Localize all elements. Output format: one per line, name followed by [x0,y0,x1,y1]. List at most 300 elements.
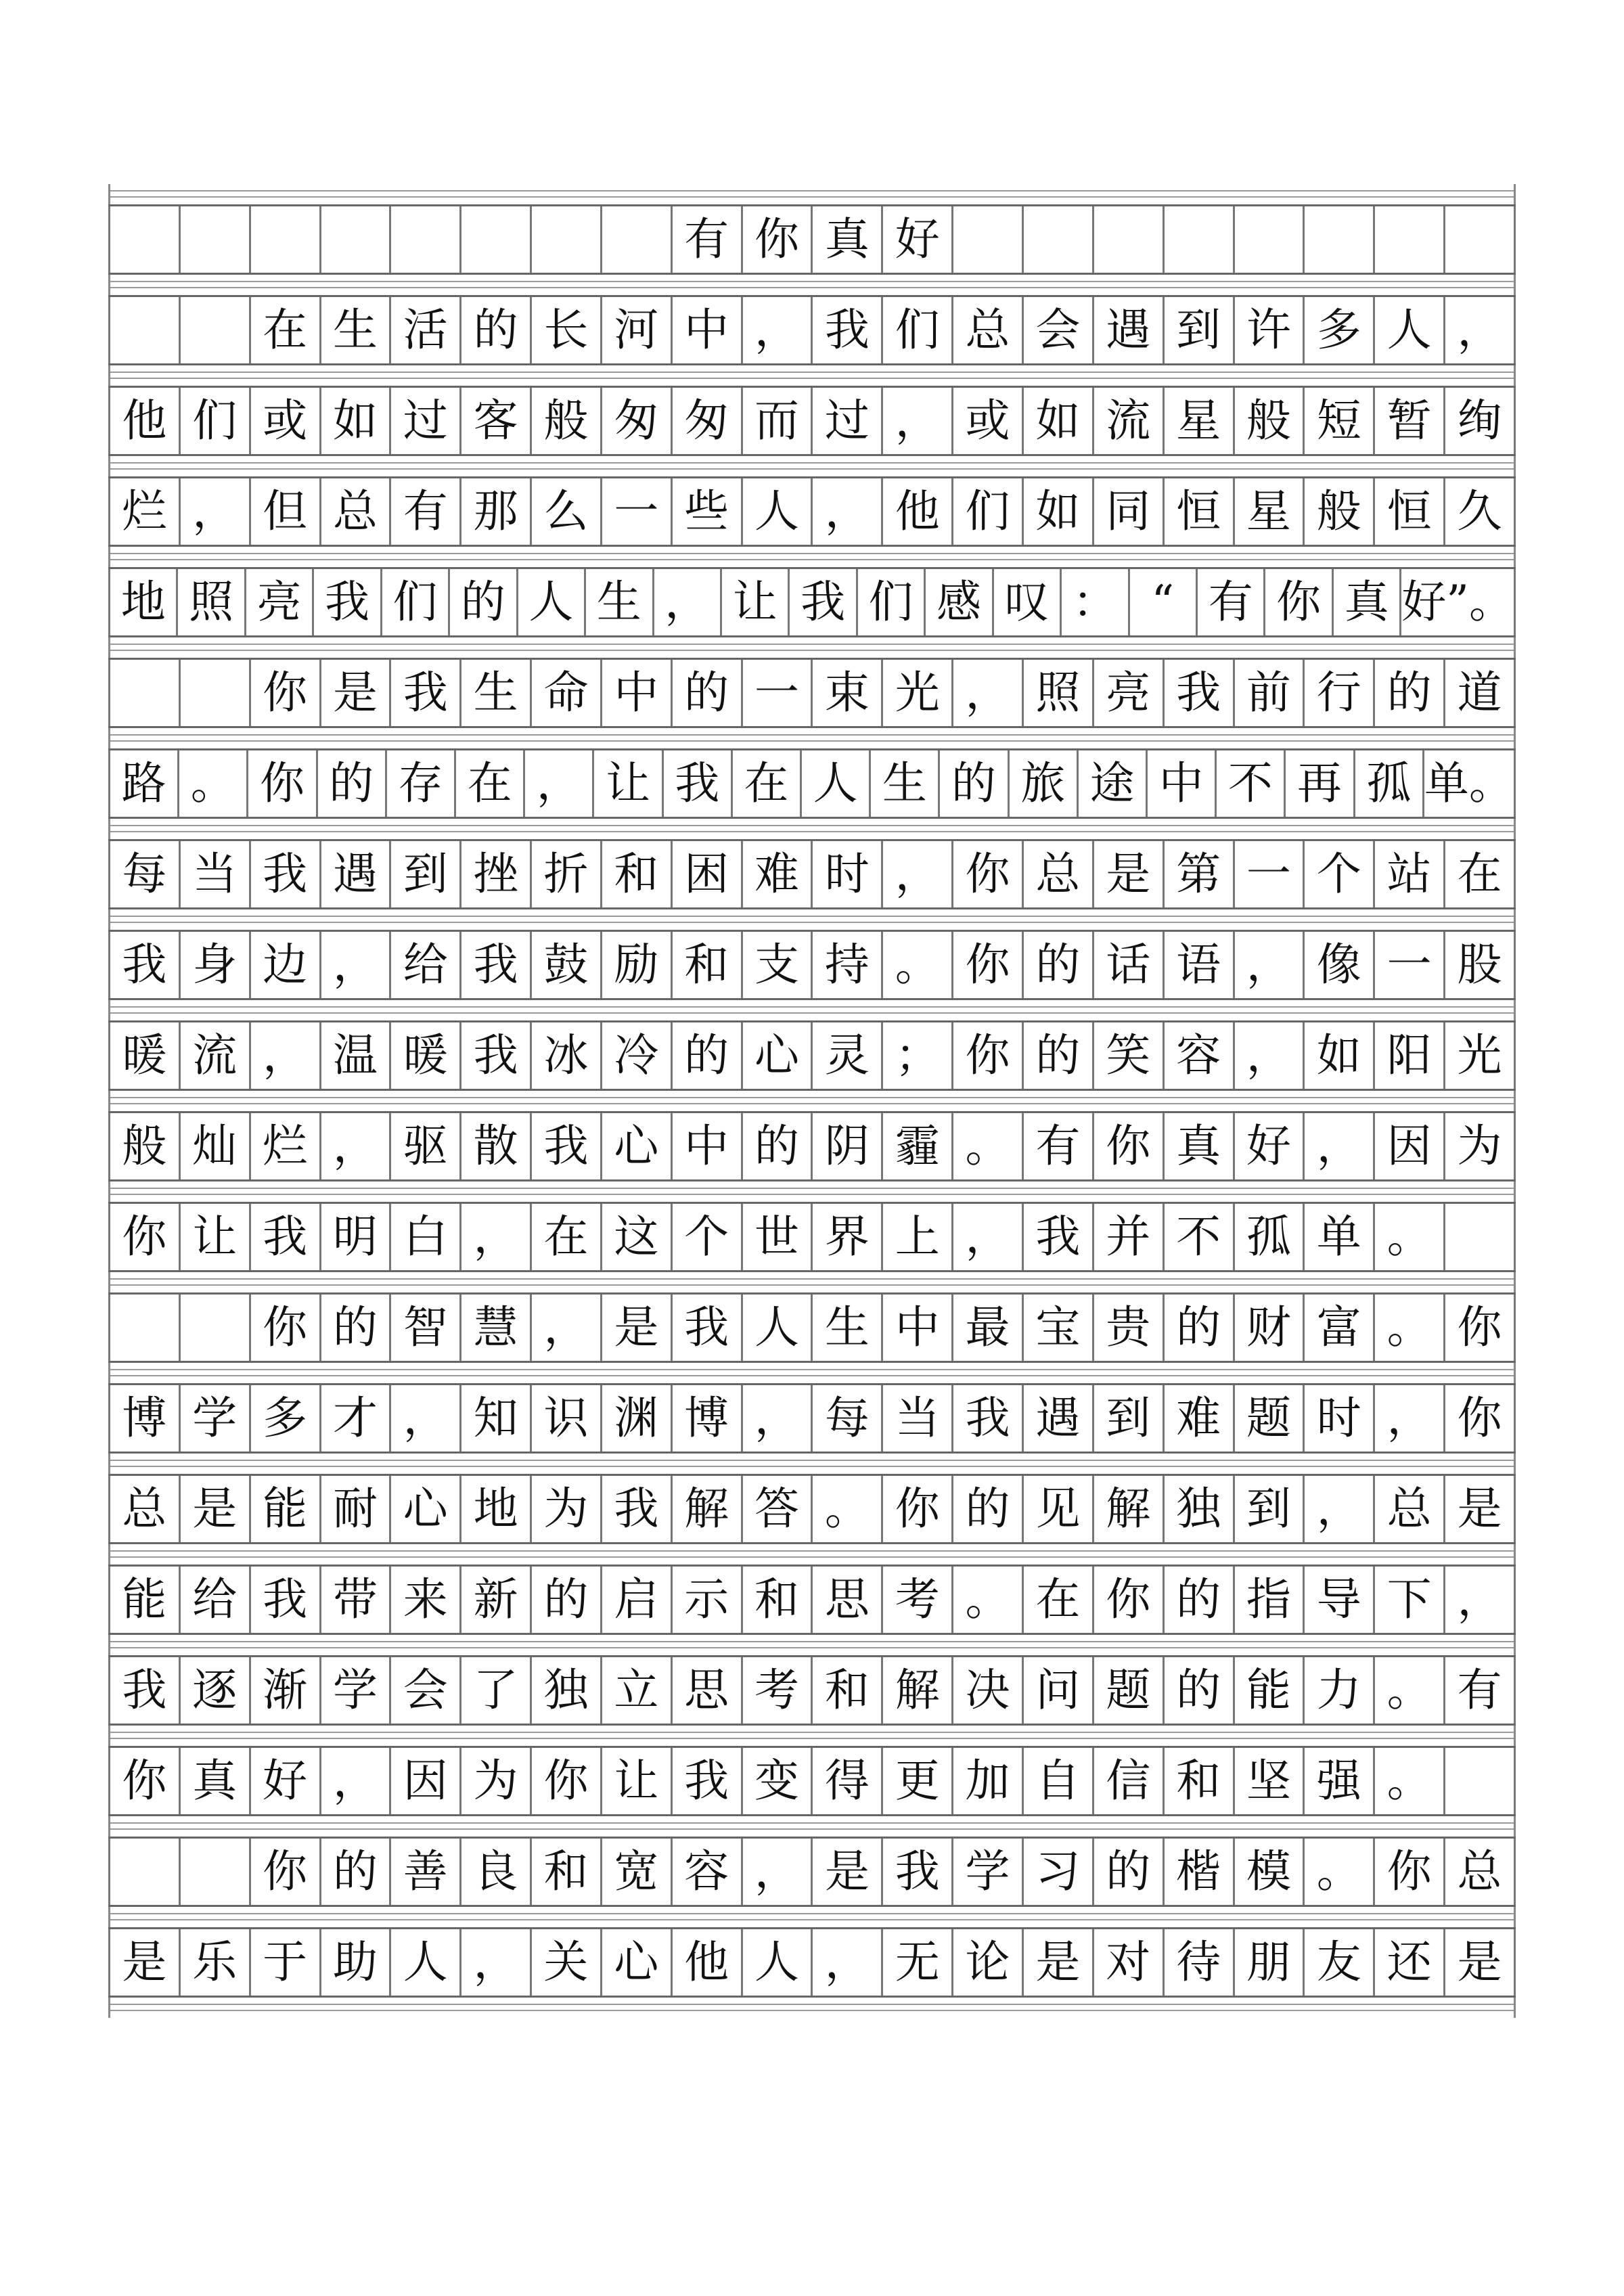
grid-cell: 单 [1303,1204,1373,1270]
grid-cell: 让 [179,1204,249,1270]
grid-cell: 容 [671,1839,741,1905]
grid-cell: 识 [530,1385,600,1451]
manuscript-grid-paper [108,184,1516,2081]
grid-cell: 好 [249,1748,319,1814]
grid-cell: 思 [671,1657,741,1724]
grid-cell: 或 [951,388,1022,454]
grid-cell: 道 [1443,660,1516,726]
grid-cell: 问 [1022,1657,1092,1724]
grid-cell: 心 [600,1113,671,1179]
grid-cell: 个 [1303,841,1373,907]
grid-cell: ， [811,1929,881,1996]
grid-cell: 生 [869,750,938,817]
grid-cell: 这 [600,1204,671,1270]
row-gap [108,1454,1516,1474]
grid-cell: 于 [249,1929,319,1996]
grid-cell: 我 [249,841,319,907]
grid-cell: 恒 [1373,478,1443,545]
grid-cell: 心 [741,1022,811,1089]
grid-cell: 的 [459,297,530,363]
grid-cell: 我 [389,660,459,726]
grid-cell: 我 [671,1748,741,1814]
grid-cell: 界 [811,1204,881,1270]
grid-cell: 我 [951,1385,1022,1451]
grid-cell: 折 [530,841,600,907]
grid-cell: 遇 [1092,297,1163,363]
row-gap [108,728,1516,748]
grid-cell: 是 [1022,1929,1092,1996]
grid-row [108,1202,1516,1272]
grid-cell: 到 [1163,297,1233,363]
grid-cell [1303,206,1373,273]
grid-cell: 到 [1092,1385,1163,1451]
grid-cell: 为 [1443,1113,1516,1179]
row-gap [108,365,1516,386]
grid-cell: 和 [530,1839,600,1905]
grid-cell: 边 [249,932,319,998]
grid-cell: 朋 [1233,1929,1303,1996]
grid-cell: 我 [811,297,881,363]
grid-cell: 会 [389,1657,459,1724]
grid-cell: 贵 [1092,1295,1163,1361]
grid-cell: 行 [1303,660,1373,726]
grid-cell: ， [389,1385,459,1451]
grid-cell: 前 [1233,660,1303,726]
grid-cell: 我 [108,1657,179,1724]
grid-cell [1233,206,1303,273]
grid-cell: 河 [600,297,671,363]
grid-cell: 宝 [1022,1295,1092,1361]
grid-cell: 时 [1303,1385,1373,1451]
grid-cell: 当 [881,1385,951,1451]
grid-cell: 他 [108,388,179,454]
grid-cell: 题 [1092,1657,1163,1724]
grid-cell: 路 [108,750,177,817]
grid-cell: 让 [600,1748,671,1814]
grid-cell: 在 [731,750,800,817]
grid-cell: ， [459,1204,530,1270]
grid-cell: 是 [1092,841,1163,907]
grid-cell: ， [741,1385,811,1451]
grid-cell: 你 [1373,1839,1443,1905]
grid-cell: 短 [1303,388,1373,454]
grid-cell: 和 [1163,1748,1233,1814]
grid-cell: 知 [459,1385,530,1451]
grid-cell: 容 [1163,1022,1233,1089]
grid-cell: 模 [1233,1839,1303,1905]
grid-cell: 持 [811,932,881,998]
grid-cell: 散 [459,1113,530,1179]
title-row [108,204,1516,275]
grid-cell [179,1295,249,1361]
grid-cell: 逐 [179,1657,249,1724]
grid-cell: 宽 [600,1839,671,1905]
grid-cell: 是 [1443,1476,1516,1542]
grid-cell: 们 [179,388,249,454]
grid-cell: 博 [108,1385,179,1451]
grid-cell: 支 [741,932,811,998]
grid-cell: 总 [1022,841,1092,907]
grid-cell: 你 [108,1748,179,1814]
grid-cell: 。 [951,1113,1022,1179]
grid-cell: 助 [319,1929,390,1996]
grid-cell: 地 [459,1476,530,1542]
row-gap [108,1272,1516,1292]
grid-cell: 指 [1233,1567,1303,1633]
grid-cell: ， [319,932,390,998]
row-gap [108,275,1516,295]
grid-cell: 。 [811,1476,881,1542]
grid-cell: 题 [1233,1385,1303,1451]
grid-cell: 才 [319,1385,390,1451]
grid-cell: 有 [1022,1113,1092,1179]
row-gap [108,547,1516,567]
grid-cell: 地 [108,569,176,635]
grid-cell [249,206,319,273]
grid-cell: 学 [951,1839,1022,1905]
grid-cell: ， [1373,1385,1443,1451]
row-gap [108,456,1516,476]
grid-cell [1092,206,1163,273]
grid-cell: 有 [671,206,741,273]
grid-cell: 鼓 [530,932,600,998]
grid-cell: 同 [1092,478,1163,545]
grid-cell [108,1295,179,1361]
grid-cell: 对 [1092,1929,1163,1996]
grid-cell [1022,206,1092,273]
grid-cell: 在 [1022,1567,1092,1633]
grid-cell: 中 [881,1295,951,1361]
grid-cell: 流 [179,1022,249,1089]
grid-cell: 人 [389,1929,459,1996]
grid-cell: 你 [881,1476,951,1542]
grid-cell [459,206,530,273]
grid-cell: 一 [1373,932,1443,998]
grid-row [108,567,1516,637]
grid-cell: ； [881,1022,951,1089]
grid-cell: 下 [1373,1567,1443,1633]
grid-cell: 解 [671,1476,741,1542]
grid-row [108,748,1516,819]
grid-cell: 暖 [108,1022,179,1089]
grid-cell: 强 [1303,1748,1373,1814]
grid-cell: 让 [592,750,661,817]
grid-cell: 是 [108,1929,179,1996]
grid-row [108,1292,1516,1363]
grid-cell [179,660,249,726]
grid-cell: 最 [951,1295,1022,1361]
grid-cell: 个 [671,1204,741,1270]
row-gap [108,819,1516,839]
grid-cell: 亮 [1092,660,1163,726]
grid-row [108,658,1516,728]
grid-row [108,1655,1516,1726]
grid-cell: 存 [385,750,454,817]
grid-cell: 解 [881,1657,951,1724]
grid-cell: 时 [811,841,881,907]
grid-cell [1373,206,1443,273]
grid-cell: 为 [530,1476,600,1542]
grid-cell: 中 [600,660,671,726]
row-gap [108,1907,1516,1927]
grid-cell: 总 [951,297,1022,363]
grid-cell: 好 [1233,1113,1303,1179]
row-gap [108,1816,1516,1837]
grid-cell: 的 [1373,660,1443,726]
grid-cell: 带 [319,1567,390,1633]
grid-cell: 命 [530,660,600,726]
grid-cell: ， [881,841,951,907]
grid-cell: 而 [741,388,811,454]
grid-row [108,295,1516,365]
grid-cell: 我 [662,750,731,817]
grid-cell: ， [319,1113,390,1179]
grid-cell: 遇 [1022,1385,1092,1451]
row-gap [108,1091,1516,1111]
grid-cell: 你 [246,750,315,817]
grid-cell: 的 [671,660,741,726]
grid-cell: 是 [811,1839,881,1905]
grid-cell: ， [179,478,249,545]
grid-row [108,1565,1516,1635]
row-gap [108,184,1516,204]
grid-cell: 渊 [600,1385,671,1451]
grid-cell: 见 [1022,1476,1092,1542]
grid-cell: 楷 [1163,1839,1233,1905]
grid-cell: 了 [459,1657,530,1724]
grid-cell: 更 [881,1748,951,1814]
grid-cell: 亮 [244,569,312,635]
grid-cell: 心 [389,1476,459,1542]
grid-cell: 是 [600,1295,671,1361]
grid-cell: 你 [1443,1295,1516,1361]
grid-cell [319,206,390,273]
grid-cell: 真 [179,1748,249,1814]
grid-cell: 们 [951,478,1022,545]
grid-cell: 的 [319,1839,390,1905]
grid-cell: 般 [1233,388,1303,454]
grid-cell: 思 [811,1567,881,1633]
grid-cell: 照 [1022,660,1092,726]
grid-cell: 身 [179,932,249,998]
grid-cell: 。 [951,1567,1022,1633]
grid-cell: 久 [1443,478,1516,545]
grid-cell: 明 [319,1204,390,1270]
grid-cell: ， [1233,1022,1303,1089]
grid-cell: 并 [1092,1204,1163,1270]
grid-row [108,1383,1516,1454]
grid-cell: 给 [179,1567,249,1633]
grid-cell: 你 [1092,1113,1163,1179]
grid-cell: 难 [741,841,811,907]
grid-cell: 第 [1163,841,1233,907]
grid-row [108,1837,1516,1907]
grid-cell: ： [1060,569,1127,635]
grid-cell [1443,206,1516,273]
grid-cell: 为 [459,1748,530,1814]
grid-cell [179,206,249,273]
grid-cell: 财 [1233,1295,1303,1361]
grid-cell: 匆 [671,388,741,454]
grid-cell: 总 [1443,1839,1516,1905]
grid-cell: 的 [951,1476,1022,1542]
grid-cell: 真 [1163,1113,1233,1179]
grid-cell: 习 [1022,1839,1092,1905]
grid-cell: 立 [600,1657,671,1724]
grid-cell: 待 [1163,1929,1233,1996]
row-gap [108,1998,1516,2018]
grid-cell: 冷 [600,1022,671,1089]
grid-cell: 人 [800,750,869,817]
grid-cell: 客 [459,388,530,454]
grid-cell: 友 [1303,1929,1373,1996]
grid-cell: 真 [1332,569,1399,635]
grid-cell: 。 [1373,1657,1443,1724]
grid-cell: 的 [316,750,385,817]
grid-cell: 星 [1233,478,1303,545]
grid-cell: 的 [1022,1022,1092,1089]
grid-cell: ， [1303,1113,1373,1179]
grid-cell: 总 [108,1476,179,1542]
grid-cell: 得 [811,1748,881,1814]
grid-cell: 照 [176,569,244,635]
grid-cell: 你 [951,932,1022,998]
grid-cell: 星 [1163,388,1233,454]
grid-cell: 的 [448,569,516,635]
grid-cell: 白 [389,1204,459,1270]
grid-cell: ， [741,297,811,363]
grid-cell: 的 [1163,1657,1233,1724]
grid-cell: 笑 [1092,1022,1163,1089]
grid-cell: 生 [459,660,530,726]
grid-cell: 但 [249,478,319,545]
grid-cell: 让 [720,569,788,635]
grid-cell: 。 [1303,1839,1373,1905]
grid-cell: 不 [1163,1204,1233,1270]
grid-cell: 励 [600,932,671,998]
grid-cell: 如 [1303,1022,1373,1089]
grid-cell: 的 [741,1113,811,1179]
grid-cell: ， [951,660,1022,726]
grid-cell: 示 [671,1567,741,1633]
grid-cell [108,206,179,273]
grid-row [108,1474,1516,1544]
grid-cell: ， [1233,932,1303,998]
grid-cell: 绚 [1443,388,1516,454]
grid-cell: 霾 [881,1113,951,1179]
grid-cell: 你 [108,1204,179,1270]
grid-cell: ， [1443,297,1516,363]
grid-cell: 一 [741,660,811,726]
grid-row [108,386,1516,456]
grid-cell: 解 [1092,1476,1163,1542]
row-gap [108,1635,1516,1655]
grid-row [108,1020,1516,1091]
grid-cell: 我 [459,932,530,998]
grid-cell: 人 [741,478,811,545]
grid-cell: 你 [530,1748,600,1814]
grid-cell: 般 [530,388,600,454]
grid-cell: 世 [741,1204,811,1270]
grid-cell: 温 [319,1022,390,1089]
grid-cell: 上 [881,1204,951,1270]
grid-cell: 新 [459,1567,530,1633]
grid-cell: 中 [1146,750,1215,817]
grid-cell: 你 [249,660,319,726]
grid-cell: 。 [177,750,246,817]
grid-cell: ， [951,1204,1022,1270]
grid-cell: 暂 [1373,388,1443,454]
grid-cell: 我 [530,1113,600,1179]
grid-cell: 许 [1233,297,1303,363]
grid-cell: 匆 [600,388,671,454]
grid-cell: 答 [741,1476,811,1542]
grid-cell: 启 [600,1567,671,1633]
grid-cell: 和 [600,841,671,907]
grid-cell: 生 [584,569,652,635]
grid-cell: 多 [1303,297,1373,363]
grid-cell: 单。 [1422,750,1516,817]
grid-cell: 长 [530,297,600,363]
grid-cell: 有 [389,478,459,545]
grid-cell: 你 [741,206,811,273]
grid-cell: 到 [1233,1476,1303,1542]
grid-cell: ， [459,1929,530,1996]
grid-cell: 灿 [179,1113,249,1179]
grid-cell: 的 [1163,1567,1233,1633]
grid-cell: 一 [600,478,671,545]
grid-cell: 我 [881,1839,951,1905]
row-gap [108,1000,1516,1020]
grid-cell: 到 [389,841,459,907]
grid-cell: 光 [881,660,951,726]
grid-cell: 我 [1022,1204,1092,1270]
grid-cell: 来 [389,1567,459,1633]
grid-cell [1443,1748,1516,1814]
grid-cell: 。 [1373,1295,1443,1361]
grid-cell: 关 [530,1929,600,1996]
grid-cell: ， [249,1022,319,1089]
grid-cell: 还 [1373,1929,1443,1996]
grid-cell: 如 [319,388,390,454]
grid-cell: 博 [671,1385,741,1451]
grid-cell: 总 [1373,1476,1443,1542]
grid-cell: 慧 [459,1295,530,1361]
grid-cell: 力 [1303,1657,1373,1724]
grid-cell: 富 [1303,1295,1373,1361]
grid-cell: 是 [319,660,390,726]
grid-cell: 是 [1443,1929,1516,1996]
grid-cell: 人 [741,1929,811,1996]
grid-cell: 真 [811,206,881,273]
grid-cell: 过 [811,388,881,454]
grid-cell: ， [652,569,720,635]
grid-cell: 阴 [811,1113,881,1179]
grid-cell: 我 [671,1295,741,1361]
grid-cell: 决 [951,1657,1022,1724]
grid-cell: ， [741,1839,811,1905]
grid-cell [108,297,179,363]
grid-cell: 我 [788,569,855,635]
grid-cell [1163,206,1233,273]
grid-cell: 自 [1022,1748,1092,1814]
grid-cell: 每 [811,1385,881,1451]
grid-cell: 们 [856,569,924,635]
grid-cell: 能 [249,1476,319,1542]
grid-cell: 是 [179,1476,249,1542]
grid-cell: 总 [319,478,390,545]
grid-cell: 当 [179,841,249,907]
